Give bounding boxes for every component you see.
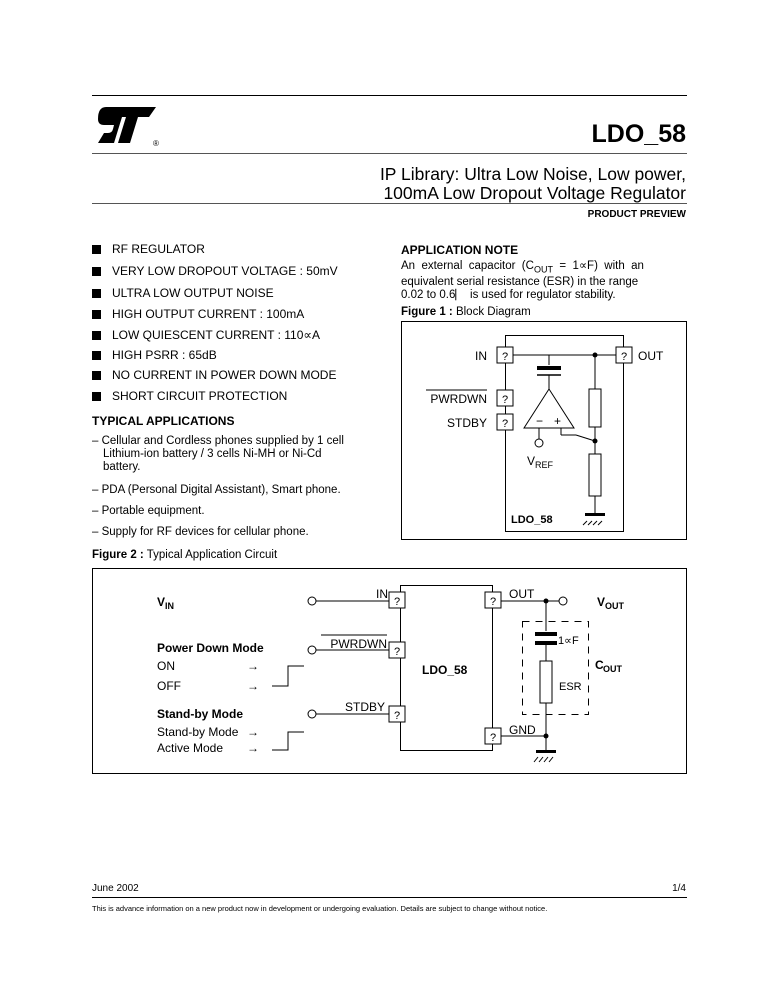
svg-text:+: +	[554, 414, 562, 428]
subtitle	[380, 165, 686, 203]
bullet-square-icon	[92, 331, 101, 340]
gnd-label: GND	[509, 723, 536, 737]
cout-label: C	[595, 658, 604, 672]
feature-item: RF REGULATOR	[92, 242, 205, 256]
feature-item: ULTRA LOW OUTPUT NOISE	[92, 286, 274, 300]
svg-text:OUT: OUT	[605, 601, 624, 611]
application-item: – Cellular and Cordless phones supplied by 1 cell	[92, 435, 344, 447]
svg-text:?: ?	[489, 732, 497, 744]
application-item: – PDA (Personal Digital Assistant), Smart phone.	[92, 484, 341, 496]
subtitle-rule	[92, 203, 687, 204]
arrow-icon: →	[247, 679, 259, 693]
arrow-icon: →	[247, 725, 259, 739]
in-label: IN	[475, 349, 487, 363]
svg-text:?: ?	[620, 351, 628, 363]
st-logo	[92, 103, 162, 147]
bullet-square-icon	[92, 267, 101, 276]
vref-label: V	[527, 454, 536, 468]
svg-text:IN: IN	[165, 601, 174, 611]
bullet-square-icon	[92, 245, 101, 254]
active-mode-label: Active Mode	[157, 741, 224, 755]
bullet-square-icon	[92, 371, 101, 380]
stdby-label: STDBY	[446, 416, 487, 430]
esr-label: ESR	[559, 681, 582, 693]
svg-text:REF: REF	[535, 460, 553, 470]
footer-date: June 2002	[92, 883, 139, 894]
bullet-square-icon	[92, 310, 101, 319]
feature-item: HIGH OUTPUT CURRENT : 100mA	[92, 307, 304, 321]
application-circuit	[92, 568, 687, 774]
ldo-block	[506, 336, 624, 532]
svg-text:?: ?	[393, 710, 401, 722]
page-title: LDO_58	[591, 120, 686, 148]
svg-text:?: ?	[501, 394, 509, 406]
on-label: ON	[157, 659, 175, 673]
application-note-heading: APPLICATION NOTE	[401, 243, 519, 257]
out-label: OUT	[509, 587, 535, 601]
feature-item: NO CURRENT IN POWER DOWN MODE	[92, 368, 336, 382]
feature-item: SHORT CIRCUIT PROTECTION	[92, 389, 287, 403]
standby-mode-label: Stand-by Mode	[157, 707, 243, 721]
block-name-label: LDO_58	[511, 514, 553, 526]
pwrdwn-label: PWRDWN	[430, 392, 487, 406]
registered-mark: ®	[153, 139, 159, 147]
svg-text:OUT: OUT	[603, 664, 622, 674]
feature-item: HIGH PSRR : 65dB	[92, 348, 217, 362]
pwrdwn-label: PWRDWN	[330, 637, 387, 651]
subtitle-line-1: IP Library: Ultra Low Noise, Low power,	[379, 164, 686, 184]
footer-disclaimer: This is advance information on a new product now in development or undergoing evaluation. Details are subject to change without notice.	[92, 904, 548, 913]
vin-label: V	[157, 595, 166, 609]
figure-1-caption: Figure 1 : Block Diagram	[401, 306, 531, 318]
typical-applications-list	[92, 435, 382, 539]
capacitor-value: 1∝F	[558, 635, 579, 647]
bullet-square-icon	[92, 392, 101, 401]
arrow-icon: →	[247, 659, 259, 673]
svg-text:?: ?	[489, 596, 497, 608]
product-preview-label: PRODUCT PREVIEW	[587, 209, 686, 220]
feature-item: VERY LOW DROPOUT VOLTAGE : 50mV	[92, 264, 338, 278]
svg-text:−: −	[536, 414, 544, 428]
block-name-label: LDO_58	[422, 663, 468, 677]
standby-item-label: Stand-by Mode	[157, 725, 239, 739]
footer-rule	[92, 897, 687, 898]
application-item: – Supply for RF devices for cellular phone.	[92, 526, 309, 538]
svg-text:?: ?	[501, 351, 509, 363]
footer-page-number: 1/4	[672, 883, 686, 894]
out-label: OUT	[638, 349, 664, 363]
arrow-icon: →	[247, 741, 259, 755]
svg-text:?: ?	[393, 646, 401, 658]
svg-text:?: ?	[393, 596, 401, 608]
svg-text:?: ?	[501, 418, 509, 430]
application-item-cont: battery.	[103, 461, 141, 473]
feature-item: LOW QUIESCENT CURRENT : 110∝A	[92, 328, 320, 342]
off-label: OFF	[157, 679, 181, 693]
figure-2-caption: Figure 2 : Typical Application Circuit	[92, 549, 278, 561]
application-item: – Portable equipment.	[92, 505, 205, 517]
vout-label: V	[597, 595, 606, 609]
title-rule	[92, 153, 687, 154]
in-label: IN	[376, 587, 388, 601]
block-diagram	[401, 321, 687, 540]
power-down-mode-label: Power Down Mode	[157, 641, 264, 655]
bullet-square-icon	[92, 351, 101, 360]
stdby-label: STDBY	[344, 700, 385, 714]
application-item-cont: Lithium-ion battery / 3 cells Ni-MH or Ni-Cd	[103, 448, 322, 460]
typical-applications-heading: TYPICAL APPLICATIONS	[92, 414, 235, 428]
top-rule	[92, 95, 687, 96]
subtitle-line-2: 100mA Low Dropout Voltage Regulator	[383, 183, 686, 203]
application-note-text: An external capacitor $(C_{OUT} = 1\propto F)$ with an equivalent serial resistance (ESR) in the range 0.02 to 0.6⎸ is used for regulator stability.	[401, 260, 644, 302]
bullet-square-icon	[92, 289, 101, 298]
